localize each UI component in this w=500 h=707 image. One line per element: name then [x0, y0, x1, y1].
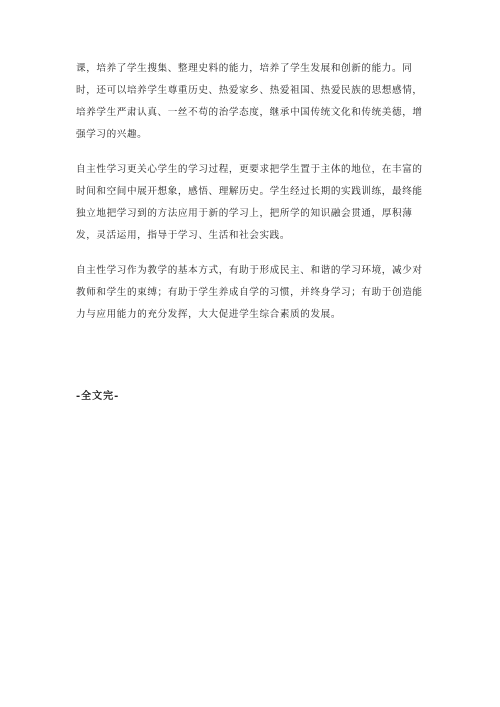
paragraph-3	[76, 260, 426, 326]
paragraph-1	[76, 58, 426, 146]
end-of-document-mark: -全文完-	[76, 391, 120, 402]
paragraph-line: 强学习的兴趣。	[76, 129, 148, 140]
paragraph-line: 自主性学习更关心学生的学习过程，更要求把学生置于主体的地位，在丰富的	[76, 164, 423, 175]
paragraph-line: 时，还可以培养学生尊重历史、热爱家乡、热爱祖国、热爱民族的思想感情，	[76, 85, 423, 96]
paragraph-line: 力与应用能力的充分发挥，大大促进学生综合素质的发展。	[76, 309, 342, 320]
paragraph-line: 发，灵活运用，指导于学习、生活和社会实践。	[76, 230, 291, 241]
paragraph-line: 独立地把学习到的方法应用于新的学习上，把所学的知识融会贯通，厚积薄	[76, 208, 413, 219]
paragraph-line: 自主性学习作为教学的基本方式，有助于形成民主、和谐的学习环境，减少对	[76, 265, 423, 276]
paragraph-line: 教师和学生的束缚；有助于学生养成自学的习惯，并终身学习；有助于创造能	[76, 287, 423, 298]
paragraph-2	[76, 159, 426, 247]
paragraph-line: 时间和空间中展开想象，感悟、理解历史。学生经过长期的实践训练，最终能	[76, 186, 423, 197]
document-body	[76, 58, 426, 339]
paragraph-line: 课，培养了学生搜集、整理史料的能力，培养了学生发展和创新的能力。同	[76, 63, 413, 74]
paragraph-line: 培养学生严肃认真、一丝不苟的治学态度，继承中国传统文化和传统美德，增	[76, 107, 423, 118]
